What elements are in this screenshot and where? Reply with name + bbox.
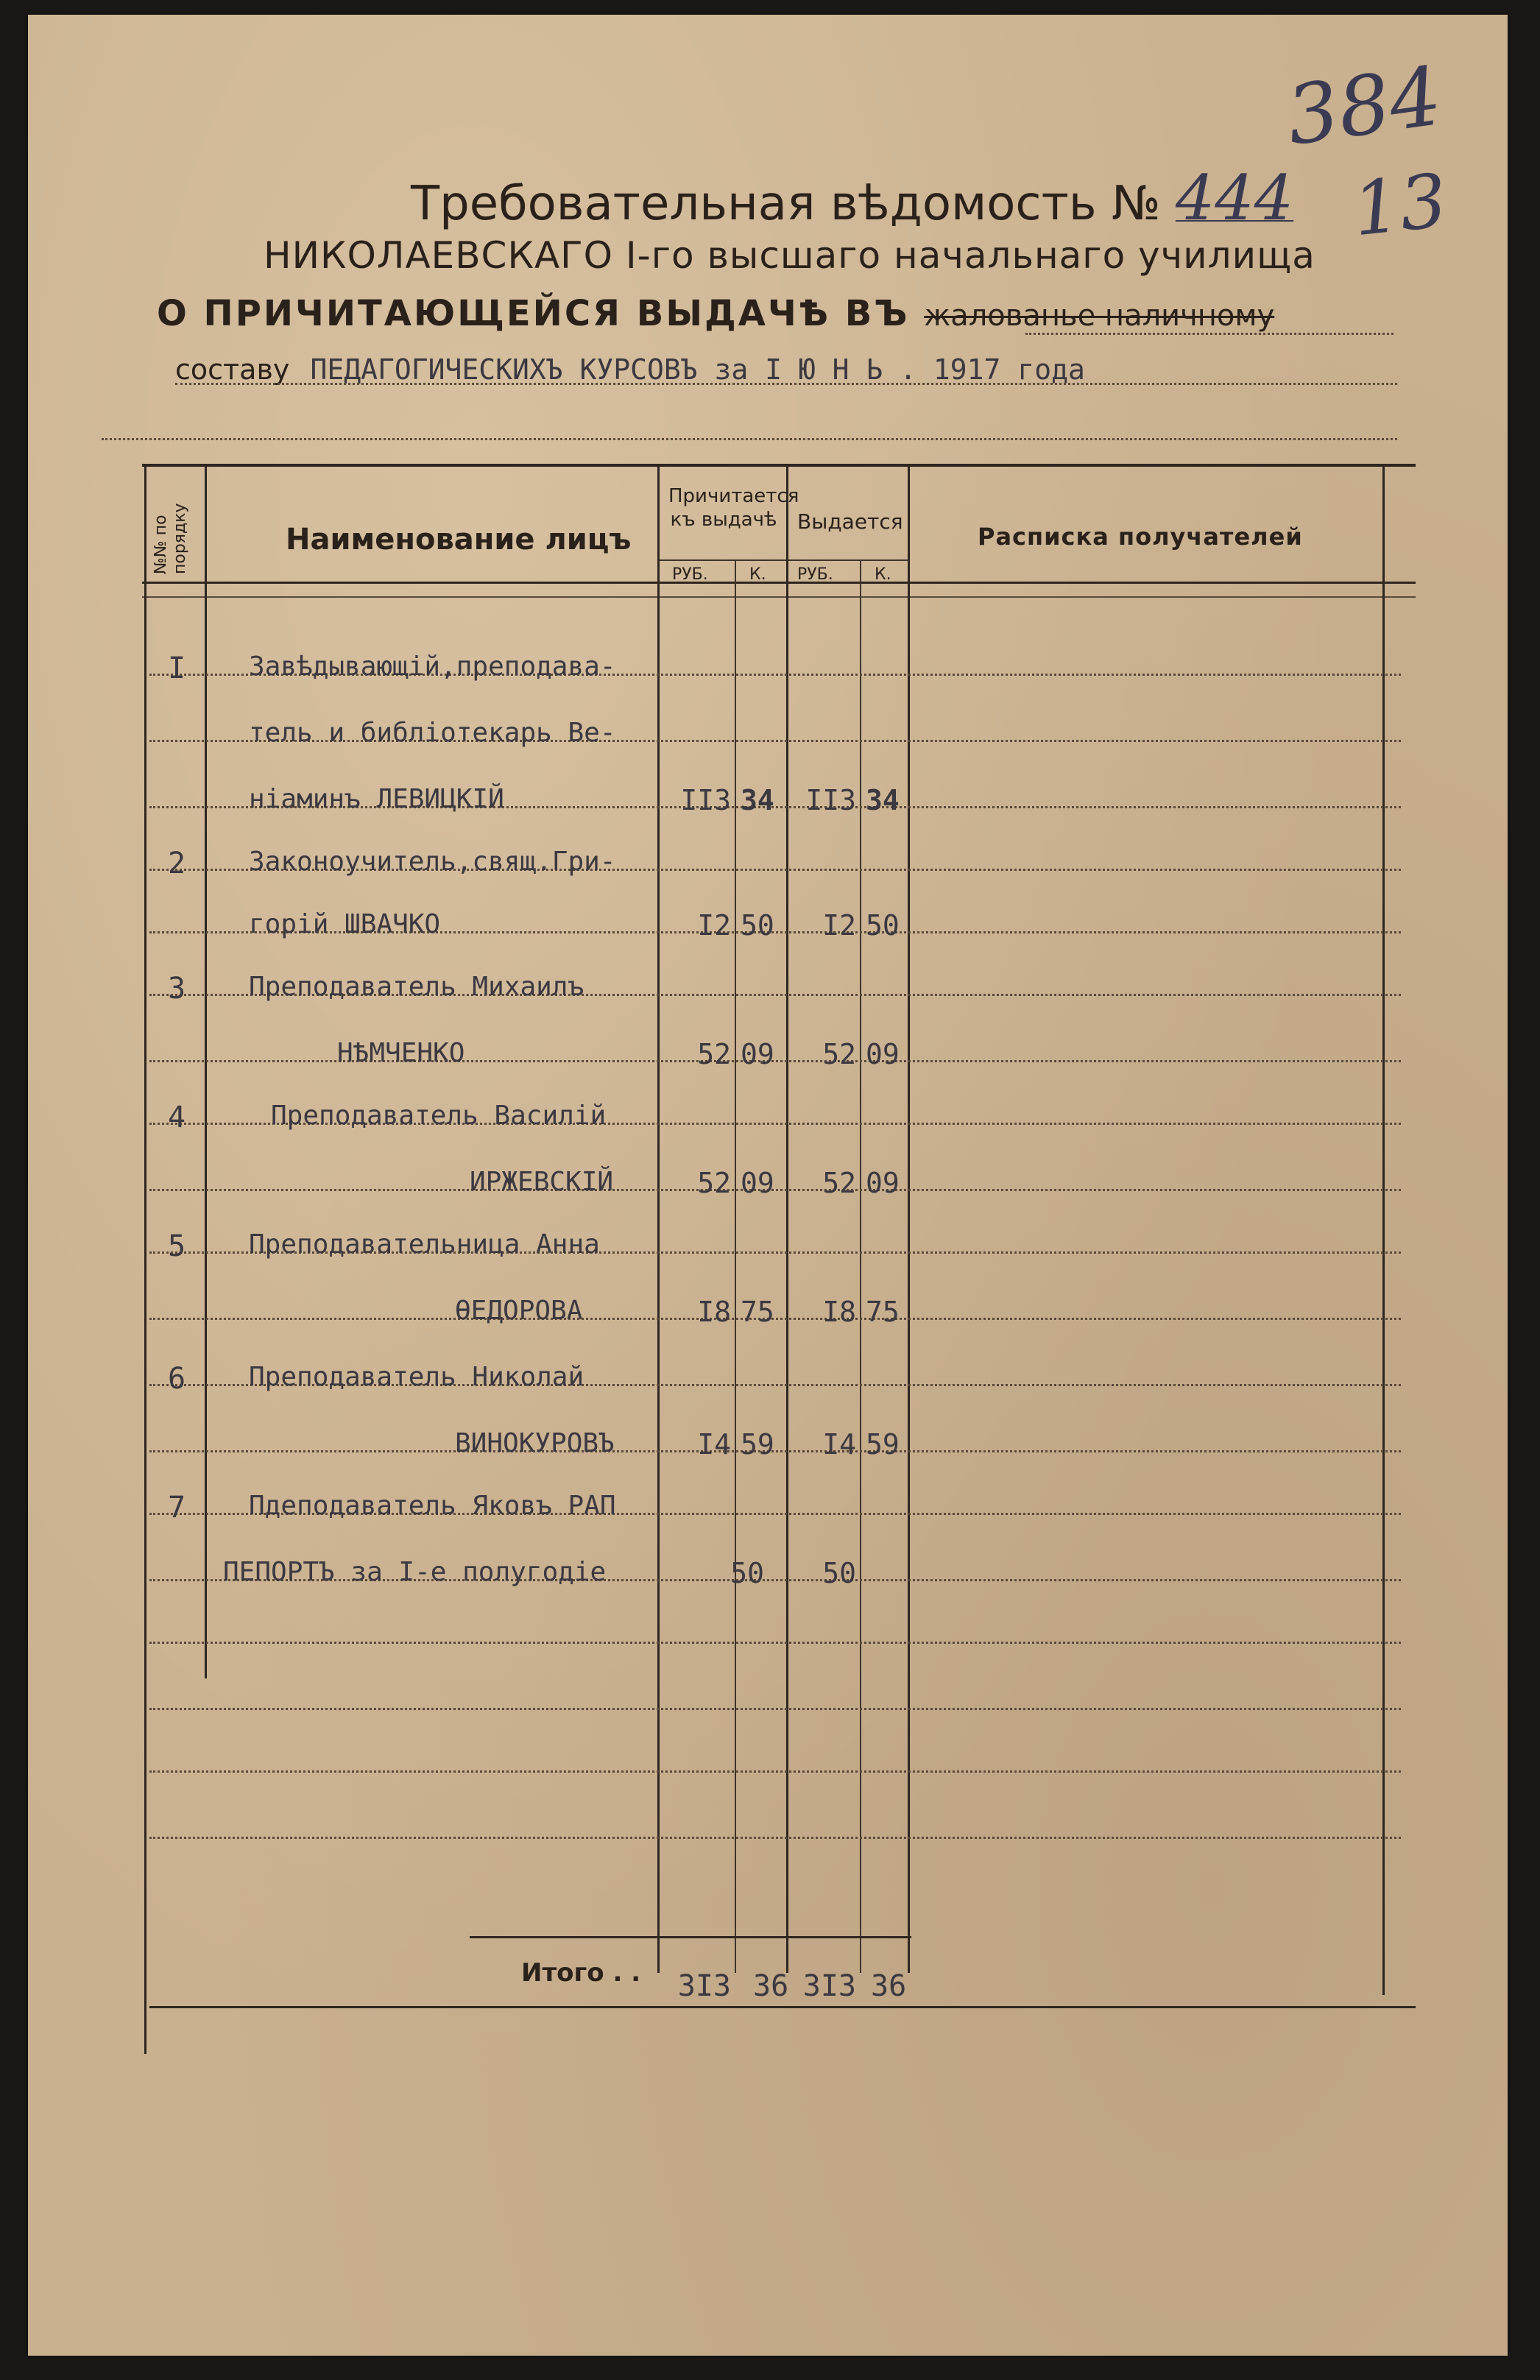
row-name-line: НѢМЧЕНКО [337, 1038, 465, 1068]
due-rub: I8 [697, 1296, 731, 1328]
row-name-line: Преподавательница Анна [249, 1229, 600, 1260]
document-sheet [28, 15, 1508, 2356]
row-name-line: Преподаватель Михаилъ [249, 972, 584, 1002]
staff-lead: составу [175, 353, 290, 386]
total-iss-rub: 3I3 [802, 1969, 856, 2003]
iss-kop: 34 [866, 784, 900, 816]
row-name-line: ПЕПОРТЪ за I-е полугодіе [223, 1557, 607, 1587]
due-kop: 09 [741, 1038, 774, 1070]
iss-kop: 09 [866, 1038, 900, 1070]
due-kop: 34 [741, 784, 774, 816]
row-number: 2 [168, 847, 186, 880]
row-name-line: ИРЖЕВСКІЙ [470, 1167, 614, 1197]
due-rub: II3 [680, 784, 731, 816]
row-name-line: Пдеподаватель Яковъ РАП [249, 1491, 616, 1521]
row-name-line: ніаминъ ЛЕВИЦКІЙ [249, 784, 504, 814]
iss-kop: 50 [866, 909, 900, 942]
total-label: Итого . . [521, 1958, 641, 1988]
iss-kop-header: К. [875, 565, 891, 584]
row-name-line: ѲЕДОРОВА [455, 1296, 583, 1326]
due-rub: I2 [697, 909, 731, 942]
total-due-rub: 3I3 [677, 1969, 731, 2003]
due-rub: 50 [730, 1557, 764, 1589]
payroll-table [28, 15, 1508, 2356]
row-number: 3 [168, 972, 186, 1006]
row-number: 6 [168, 1362, 186, 1396]
due-kop: 09 [741, 1167, 774, 1199]
row-name-line: тель и библіотекарь Ве- [249, 718, 616, 748]
title-number: 444 [1175, 162, 1294, 234]
row-name-line: Преподаватель Василій [271, 1101, 607, 1131]
iss-kop: 75 [866, 1296, 900, 1328]
iss-rub: 52 [822, 1167, 856, 1199]
due-kop-header: К. [749, 565, 766, 584]
iss-rub: 50 [822, 1557, 856, 1589]
due-kop: 75 [741, 1296, 774, 1328]
purpose-text: О ПРИЧИТАЮЩЕЙСЯ ВЫДАЧѢ ВЪ [157, 293, 910, 334]
row-name-line: Законоучитель,свящ.Гри- [249, 847, 616, 877]
due-rub-header: РУБ. [672, 565, 708, 584]
iss-rub-header: РУБ. [797, 565, 833, 584]
row-name-line: Завѣдывающій,преподава- [249, 652, 616, 682]
col-due-header: Причитается къ выдачѣ [668, 485, 799, 531]
row-name-line: горій ШВАЧКО [249, 909, 441, 939]
col-name-header: Наименование лицъ [286, 523, 632, 557]
iss-rub: I8 [822, 1296, 856, 1328]
col-no-header: №№ по порядку [152, 503, 189, 574]
row-name-line: Преподаватель Николай [249, 1362, 584, 1392]
due-rub: I4 [697, 1428, 731, 1461]
archive-number: 384 [1281, 49, 1447, 163]
title-prefix: Требовательная вѣдомость № [411, 177, 1161, 231]
due-kop: 50 [741, 909, 774, 942]
col-issued-header: Выдается [797, 509, 903, 534]
due-rub: 52 [697, 1038, 731, 1070]
row-number: I [168, 652, 186, 685]
archive-sheet-number: 13 [1349, 157, 1452, 253]
row-number: 7 [168, 1491, 186, 1525]
iss-rub: 52 [822, 1038, 856, 1070]
purpose-struck-text: жалованье наличному [924, 299, 1275, 333]
row-number: 4 [168, 1101, 186, 1134]
row-name-line: ВИНОКУРОВЪ [455, 1428, 615, 1458]
staff-typed: ПЕДАГОГИЧЕСКИХЪ КУРСОВЪ за I Ю Н Ь . 1917 года [310, 353, 1085, 386]
row-number: 5 [168, 1229, 186, 1263]
total-iss-kop: 36 [871, 1969, 907, 2003]
institution-line: НИКОЛАЕВСКАГО I-го высшаго начальнаго училища [264, 234, 1315, 277]
iss-kop: 59 [866, 1428, 900, 1461]
col-receipt-header: Расписка получателей [978, 523, 1303, 551]
iss-rub: I2 [822, 909, 856, 942]
iss-kop: 09 [866, 1167, 900, 1199]
due-rub: 52 [697, 1167, 731, 1199]
total-due-kop: 36 [753, 1969, 789, 2003]
due-kop: 59 [741, 1428, 774, 1461]
iss-rub: II3 [805, 784, 856, 816]
iss-rub: I4 [822, 1428, 856, 1461]
